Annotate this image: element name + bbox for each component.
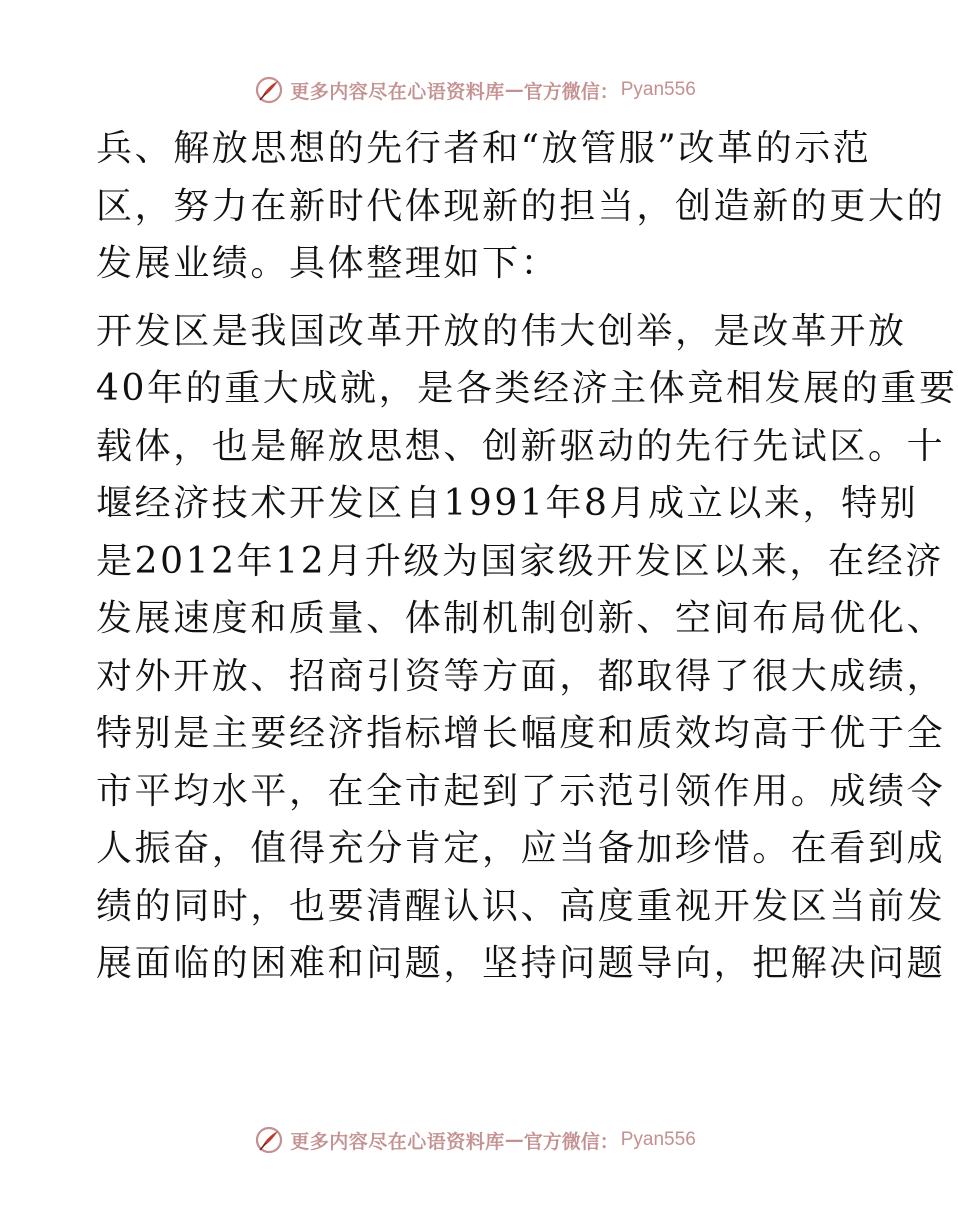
- watermark-main-text: 更多内容尽在心语资料库: [290, 80, 505, 103]
- watermark-header: [0, 70, 950, 110]
- paragraph: [96, 120, 946, 293]
- watermark-separator: —: [504, 79, 524, 101]
- watermark-wechat-id: Pyan556: [620, 1129, 696, 1150]
- feather-pen-logo-icon: [254, 75, 284, 105]
- text-line: 40年的重大成就，是各类经济主体竞相发展的重要: [96, 368, 958, 409]
- text-line: 对外开放、招商引资等方面，都取得了很大成绩，: [96, 655, 946, 697]
- text-line: 区，努力在新时代体现新的担当，创造新的更大的: [96, 185, 946, 227]
- text-line: 是2012年12月升级为国家级开发区以来，在经济: [96, 540, 944, 582]
- document-body: [96, 120, 958, 993]
- text-line: 发展业绩。具体整理如下：: [96, 243, 560, 284]
- text-line: 载体，也是解放思想、创新驱动的先行先试区。十: [96, 425, 946, 467]
- text-line: 绩的同时，也要清醒认识、高度重视开发区当前发: [96, 885, 946, 927]
- text-line: 堰经济技术开发区自1991年8月成立以来，特别: [96, 483, 919, 524]
- text-line: 开发区是我国改革开放的伟大创举，是改革开放: [96, 310, 907, 352]
- feather-pen-logo-icon: [254, 1125, 284, 1155]
- text-line: 特别是主要经济指标增长幅度和质效均高于优于全: [96, 713, 946, 754]
- text-line: 展面临的困难和问题，坚持问题导向，把解决问题: [96, 943, 946, 984]
- watermark-main-text: 更多内容尽在心语资料库: [290, 1130, 505, 1153]
- paragraph: [96, 303, 958, 993]
- text-line: 发展速度和质量、体制机制创新、空间布局优化、: [96, 598, 946, 639]
- watermark-footer: [0, 1120, 950, 1160]
- watermark-wechat-id: Pyan556: [620, 79, 696, 100]
- watermark-wechat-label: 官方微信：: [523, 80, 619, 103]
- text-line: 兵、解放思想的先行者和“放管服”改革的示范: [96, 128, 872, 169]
- watermark-separator: —: [504, 1129, 524, 1151]
- text-line: 人振奋，值得充分肯定，应当备加珍惜。在看到成: [96, 828, 946, 869]
- text-line: 市平均水平，在全市起到了示范引领作用。成绩令: [96, 770, 946, 812]
- watermark-wechat-label: 官方微信：: [523, 1130, 619, 1153]
